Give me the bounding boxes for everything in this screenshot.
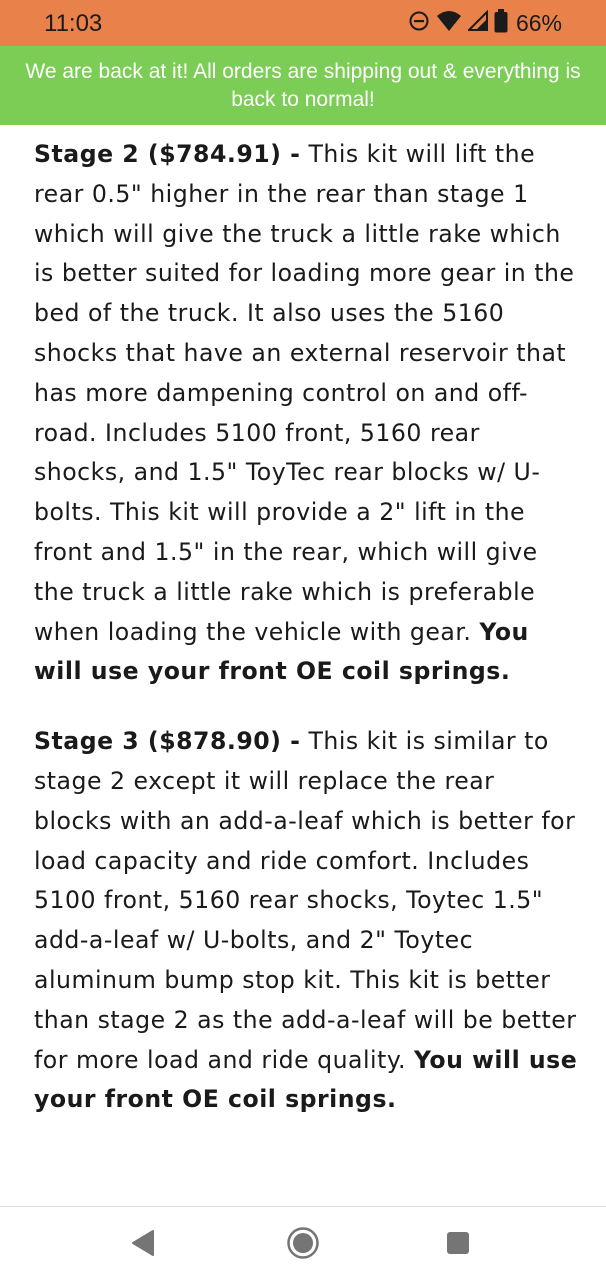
battery-percent: 66% <box>515 9 562 36</box>
stage-2-emphasis: You will use your front OE coil springs. <box>34 617 529 686</box>
stage-3-heading: Stage 3 ($878.90) - <box>34 727 301 756</box>
navigation-bar <box>0 1206 606 1280</box>
stage-3-emphasis: You will use your front OE coil springs. <box>34 1045 578 1114</box>
stage-3-paragraph <box>34 722 579 1120</box>
status-time: 11:03 <box>44 10 103 37</box>
home-icon[interactable] <box>285 1225 321 1261</box>
recents-icon[interactable] <box>440 1225 476 1261</box>
stage-2-heading: Stage 2 ($784.91) - <box>34 140 301 168</box>
wifi-icon <box>436 10 462 37</box>
do-not-disturb-icon <box>408 10 430 37</box>
back-icon[interactable] <box>127 1225 163 1261</box>
status-icons <box>408 8 562 38</box>
battery-icon <box>494 9 508 38</box>
product-description <box>34 135 579 1150</box>
cell-signal-icon <box>468 10 488 37</box>
status-bar <box>0 0 606 46</box>
announcement-banner <box>0 46 606 125</box>
stage-3-body: This kit is similar to stage 2 except it will replace the rear blocks with an add-a-leaf which is better for load capacity and ride comfort. Includes 5100 front, 5160 rear shocks, Toytec 1.5" add-a-leaf w/ U-bolts, and 2" Toytec aluminum bump stop kit. This kit is better than stage 2 as the add-a-leaf will be better for more load and ride quality. <box>34 727 577 1074</box>
stage-2-body: This kit will lift the rear 0.5" higher in the rear than stage 1 which will give the truck a little rake which is better suited for loading more gear in the bed of the truck. It also uses the 5160 shocks that have an external reservoir that has more dampening control on and off-road. Includes 5100 front, 5160 rear shocks, and 1.5" ToyTec rear blocks w/ U-bolts. This kit will provide a 2" lift in the front and 1.5" in the rear, which will give the truck a little rake which is preferable when loading the vehicle with gear. <box>34 140 575 646</box>
announcement-text: We are back at it! All orders are shipping out & everything is back to normal! <box>25 59 581 111</box>
stage-2-paragraph <box>34 135 579 692</box>
